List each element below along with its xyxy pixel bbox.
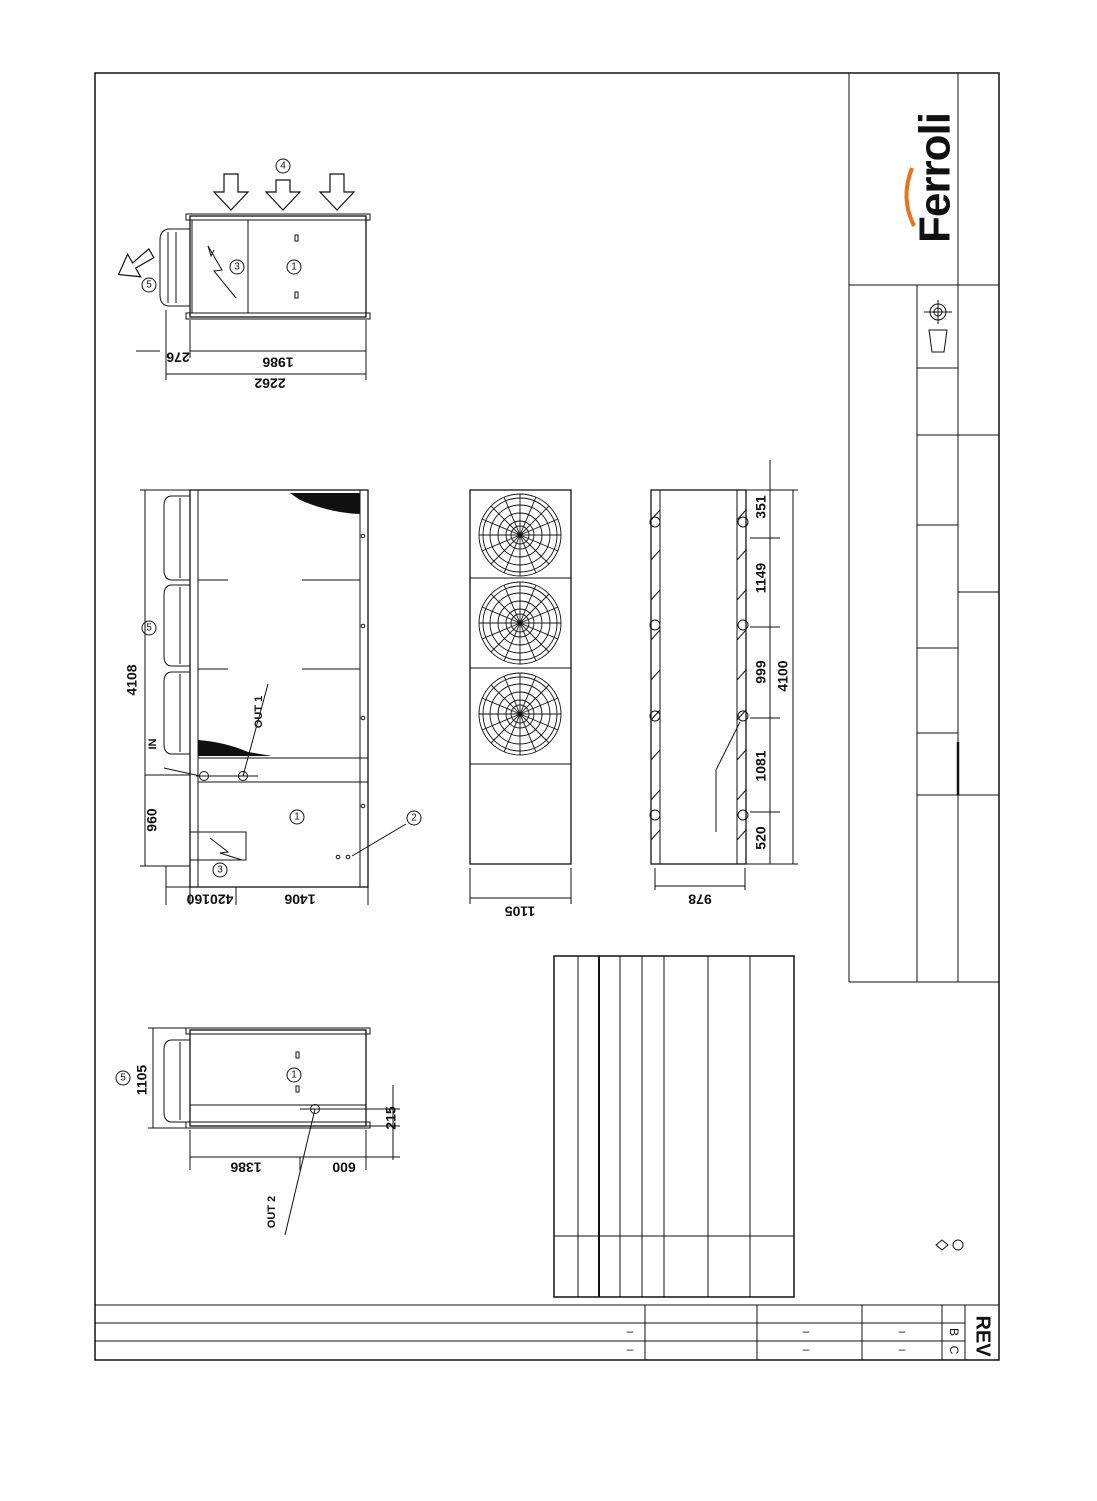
- port-out1-label: OUT 1: [252, 695, 265, 729]
- fan-view-dimensions: [470, 868, 571, 904]
- side-view: [164, 1028, 400, 1235]
- callouts-top-view: [142, 159, 301, 292]
- port-out2-label: OUT 2: [265, 1195, 278, 1229]
- top-view: [160, 214, 370, 319]
- rev-c-letter: C: [946, 1345, 961, 1355]
- rev-b-cell-3: –: [898, 1324, 906, 1339]
- rev-c-cell-3: –: [898, 1342, 906, 1357]
- air-inlet-arrows-icon: [214, 174, 354, 210]
- dim-276: 276: [166, 349, 190, 366]
- projection-symbol-icon: [924, 300, 952, 352]
- svg-text:1: 1: [294, 811, 300, 823]
- dim-351: 351: [752, 495, 769, 519]
- dim-1149: 1149: [752, 562, 769, 594]
- callouts-front-view: [142, 621, 421, 877]
- svg-text:5: 5: [146, 622, 152, 634]
- coil-fin-shading-top: [290, 493, 360, 514]
- svg-text:2: 2: [411, 812, 417, 824]
- top-view-dimensions: [136, 310, 366, 380]
- dim-1986: 1986: [262, 354, 294, 371]
- dim-978: 978: [688, 891, 712, 908]
- svg-text:5: 5: [146, 279, 152, 291]
- dim-1386: 1386: [230, 1159, 262, 1176]
- svg-text:1: 1: [291, 1069, 297, 1081]
- dim-960: 960: [143, 808, 160, 832]
- rev-b-cell-2: –: [802, 1324, 810, 1339]
- dim-999: 999: [752, 660, 769, 684]
- rev-b-letter: B: [946, 1327, 961, 1337]
- ferroli-logo-text: Ferroli: [910, 113, 960, 243]
- port-in-label: IN: [146, 738, 159, 750]
- ferroli-logo: [906, 113, 959, 243]
- surface-finish-symbol-icon: [936, 1240, 963, 1250]
- svg-text:4: 4: [280, 160, 286, 172]
- coil-fin-shading-bottom: [198, 740, 272, 756]
- revision-block: [95, 1305, 999, 1360]
- parts-table: [554, 956, 794, 1297]
- rev-b-cell-1: –: [626, 1324, 634, 1339]
- dim-2262: 2262: [254, 375, 286, 392]
- fan-grille-icon: [479, 494, 561, 755]
- svg-text:3: 3: [234, 261, 240, 273]
- dim-side-height: 1105: [133, 1064, 150, 1096]
- front-view: [164, 490, 368, 887]
- dim-600: 600: [332, 1159, 356, 1176]
- dim-420160: 420160: [186, 891, 234, 908]
- dim-1081: 1081: [752, 750, 769, 782]
- dim-4100: 4100: [774, 660, 791, 692]
- air-outlet-arrow-icon: [112, 244, 159, 286]
- rev-c-cell-2: –: [802, 1342, 810, 1357]
- svg-text:3: 3: [217, 864, 223, 876]
- svg-text:1: 1: [291, 261, 297, 273]
- dim-4108: 4108: [123, 664, 140, 696]
- dim-1406: 1406: [284, 891, 316, 908]
- side-view-dimensions: [148, 1028, 400, 1170]
- base-view: [650, 490, 748, 864]
- dim-fan-width: 1105: [504, 903, 536, 920]
- svg-text:5: 5: [120, 1072, 126, 1084]
- dim-215: 215: [382, 1106, 399, 1130]
- rev-c-cell-1: –: [626, 1342, 634, 1357]
- rev-label: REV: [971, 1315, 994, 1357]
- dim-520: 520: [752, 826, 769, 850]
